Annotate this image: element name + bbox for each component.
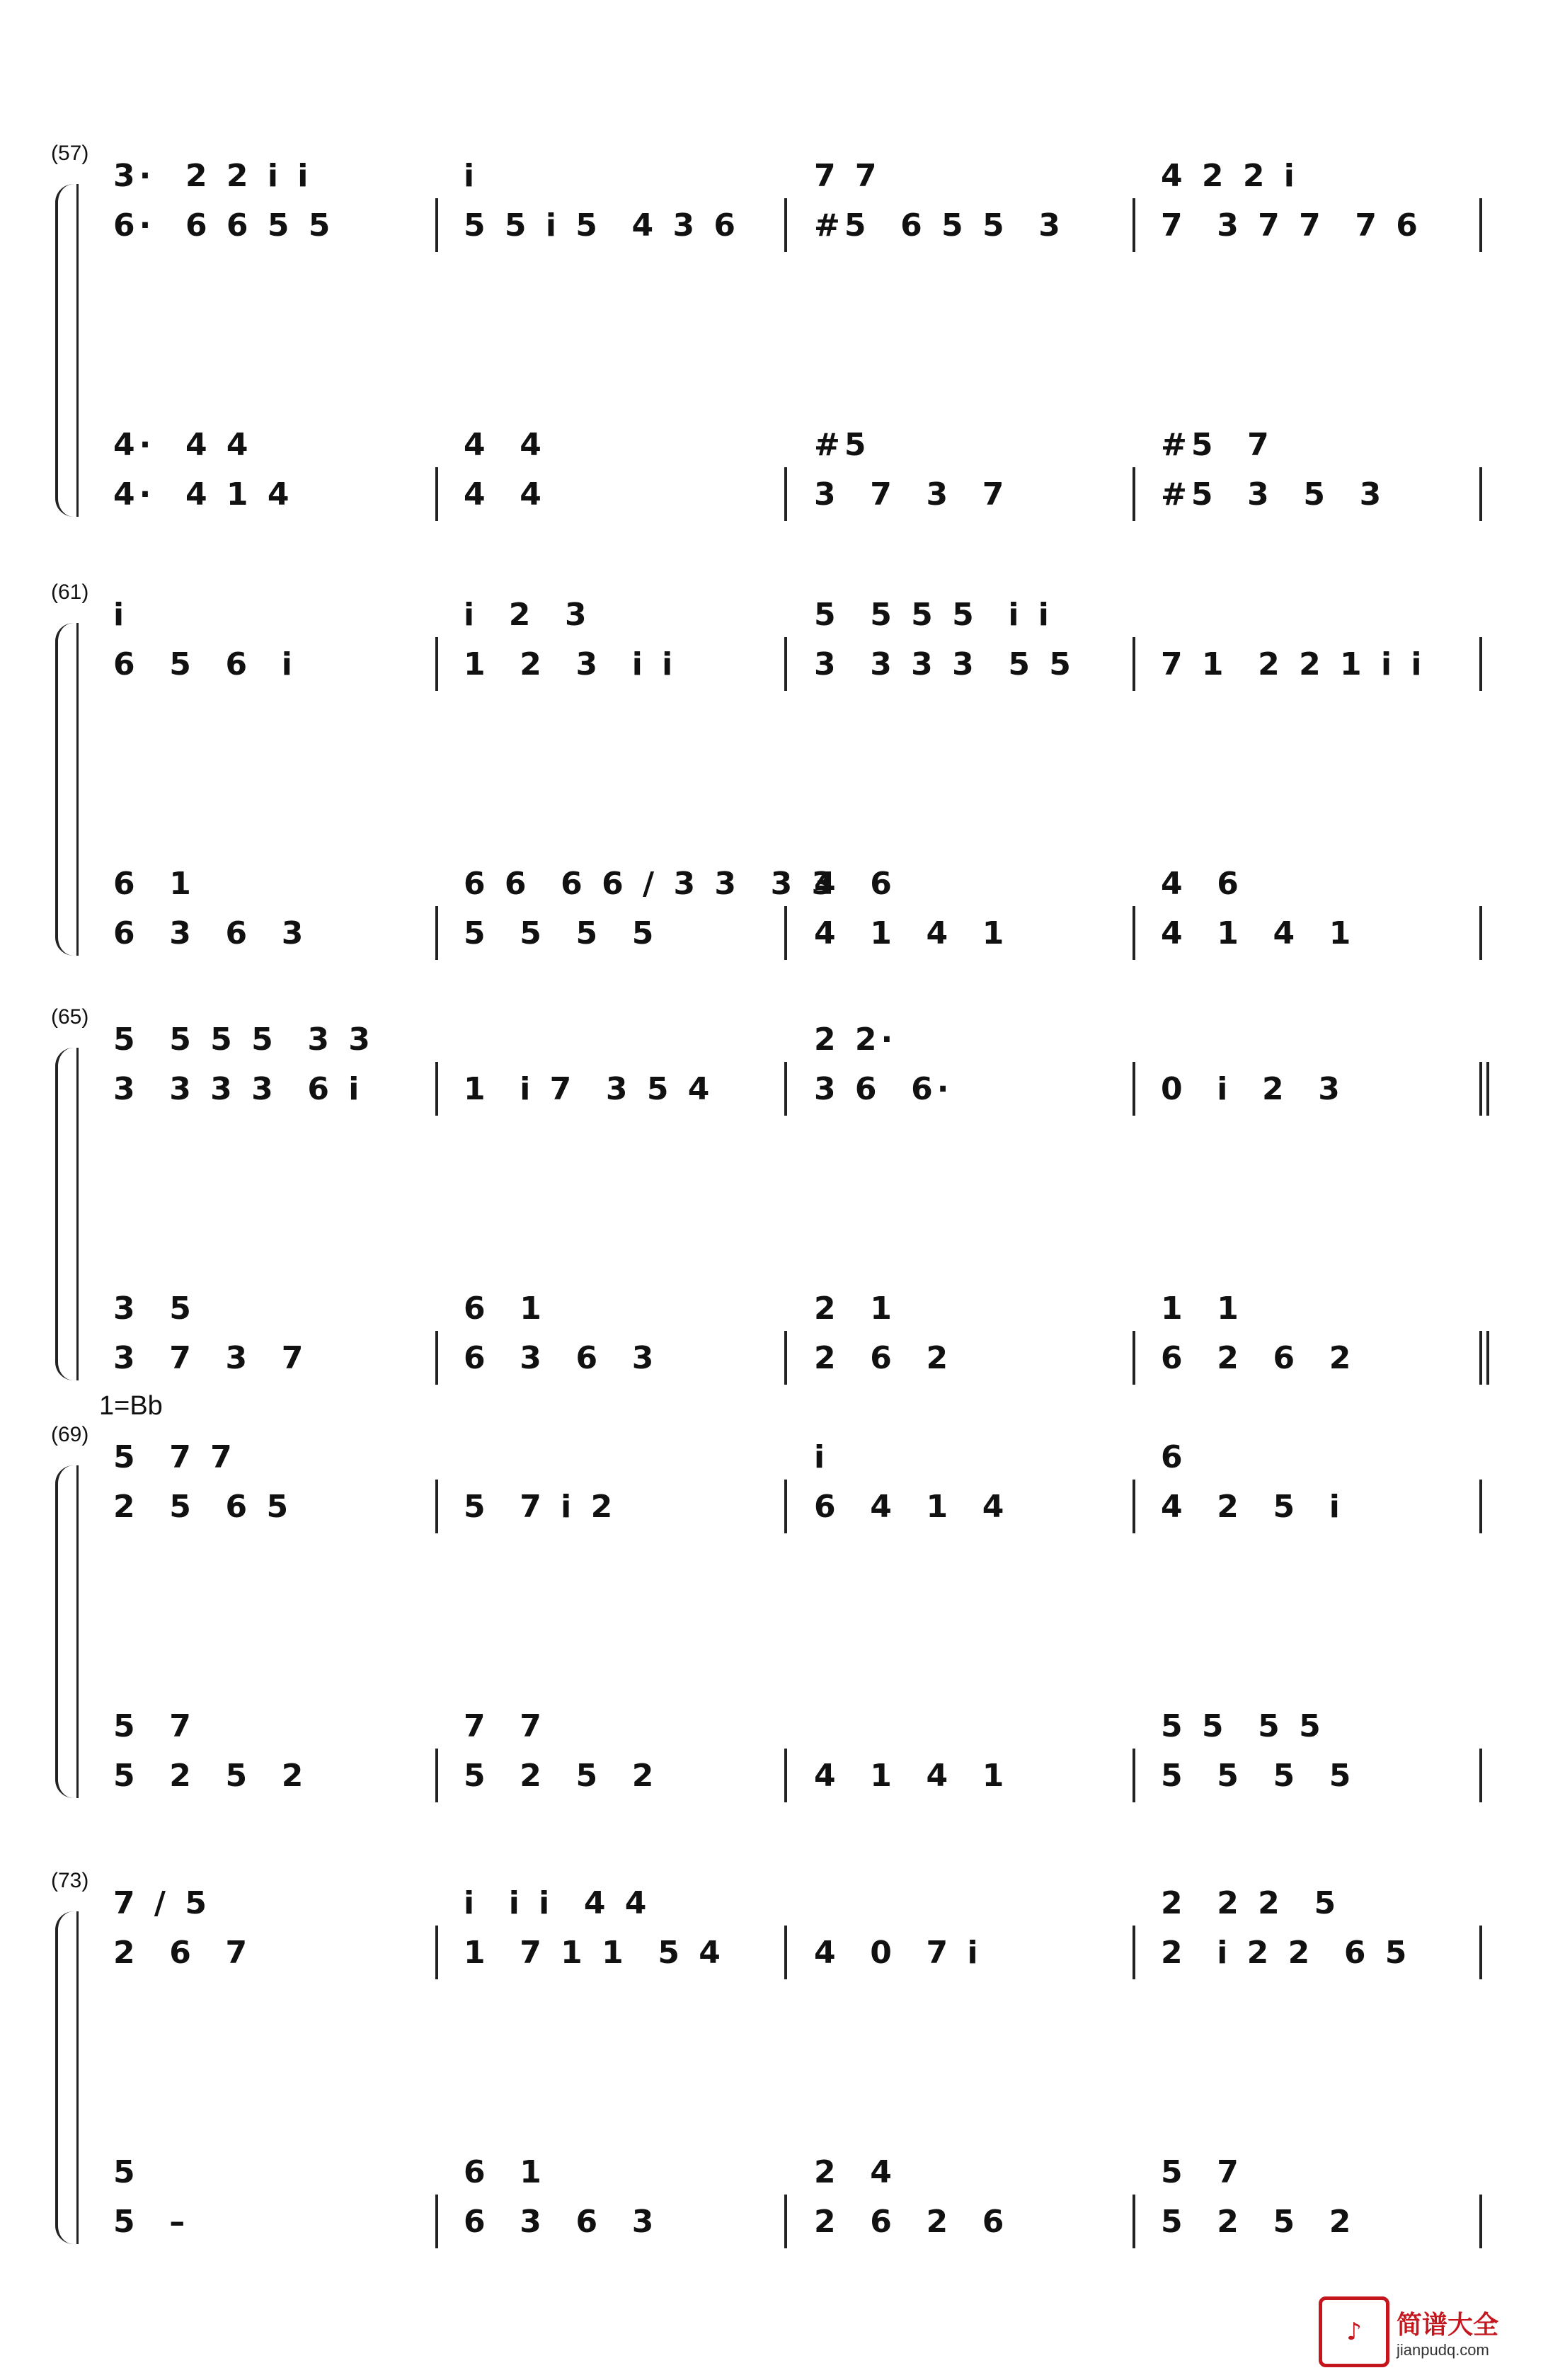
- measure-notes: 3 5: [113, 1290, 195, 1327]
- measure-notes: 0 i 2 3: [1161, 1070, 1344, 1107]
- measure-notes: 4 6: [1161, 865, 1243, 902]
- row-upper: [0, 1019, 1548, 1059]
- measure-notes: 6 5 6 i: [113, 646, 297, 682]
- barline: [435, 1749, 438, 1802]
- measure-notes: 4 1 4 1: [814, 915, 1009, 951]
- measure-number: (73): [51, 1869, 89, 1892]
- row-upper-main: [0, 644, 1548, 684]
- measure-notes: 6 2 6 2: [1161, 1339, 1355, 1376]
- measure-notes: 3 7 3 7: [113, 1339, 308, 1376]
- row-upper-main: [0, 1069, 1548, 1109]
- measure-notes: 5 7 i 2: [464, 1488, 617, 1525]
- measure-notes: 6 3 6 3: [464, 2203, 658, 2240]
- measure-notes: 4 2 2 i: [1161, 157, 1299, 194]
- measure-notes: 2 1: [814, 1290, 896, 1327]
- barline: [1479, 1480, 1482, 1533]
- row-lower-top: [0, 1706, 1548, 1746]
- row-upper-main: [0, 1487, 1548, 1526]
- barline: [1133, 1062, 1135, 1116]
- measure-notes: 4 1 4 1: [814, 1757, 1009, 1794]
- row-lower-main: [0, 2202, 1548, 2241]
- measure-notes: 7 / 5: [113, 1884, 211, 1921]
- measure-notes: 5 2 5 2: [464, 1757, 658, 1794]
- barline: [784, 1926, 787, 1979]
- measure-notes: 4 4: [464, 476, 546, 513]
- measure-notes: 5 7: [1161, 2153, 1243, 2190]
- measure-notes: 2 6 2: [814, 1339, 953, 1376]
- row-lower-top: [0, 1288, 1548, 1328]
- barline: [435, 2195, 438, 2248]
- measure-notes: 5: [113, 2153, 139, 2190]
- barline: [435, 1062, 438, 1116]
- measure-notes: 5 5 5 5 3 3: [113, 1021, 374, 1058]
- row-lower-main: [0, 1338, 1548, 1378]
- measure-notes: 6 6 6 6 / 3 3 3 3: [464, 865, 838, 902]
- barline: [784, 1480, 787, 1533]
- barline: [435, 1480, 438, 1533]
- measure-notes: 5 7 7: [113, 1438, 236, 1475]
- barline: [435, 1926, 438, 1979]
- barline: [435, 1331, 438, 1385]
- barline: [784, 906, 787, 960]
- measure-notes: 1 7 1 1 5 4: [464, 1934, 725, 1971]
- measure-notes: 4 0 7 i: [814, 1934, 982, 1971]
- barline: [1133, 467, 1135, 521]
- barline: [784, 1062, 787, 1116]
- measure-notes: 7 3 7 7 7 6: [1161, 207, 1422, 244]
- barline: [1133, 637, 1135, 691]
- watermark: [1319, 2298, 1531, 2366]
- barline: [1133, 2195, 1135, 2248]
- row-lower-top: [0, 425, 1548, 464]
- measure-notes: i: [464, 157, 479, 194]
- barline: [1479, 1749, 1482, 1802]
- barline: [435, 467, 438, 521]
- measure-notes: 1 1: [1161, 1290, 1243, 1327]
- measure-number: (61): [51, 580, 89, 604]
- row-lower-top: [0, 864, 1548, 903]
- measure-notes: 2 6 7: [113, 1934, 252, 1971]
- barline: [1479, 198, 1482, 252]
- double-barline: [1479, 1331, 1489, 1385]
- measure-notes: i i i 4 4: [464, 1884, 651, 1921]
- measure-notes: 4· 4 4: [113, 426, 253, 463]
- measure-number: (69): [51, 1423, 89, 1446]
- barline: [1479, 906, 1482, 960]
- measure-notes: 4· 4 1 4: [113, 476, 294, 513]
- measure-notes: 5 5 5 5: [1161, 1707, 1325, 1744]
- barline: [1479, 467, 1482, 521]
- barline: [784, 467, 787, 521]
- measure-notes: 5 5 5 5: [464, 915, 658, 951]
- measure-notes: 4 2 5 i: [1161, 1488, 1344, 1525]
- measure-notes: 3 7 3 7: [814, 476, 1009, 513]
- measure-notes: 6 3 6 3: [113, 915, 308, 951]
- measure-number: (65): [51, 1005, 89, 1029]
- measure-notes: 5 2 5 2: [113, 1757, 308, 1794]
- measure-notes: #5 3 5 3: [1161, 476, 1386, 513]
- barline: [435, 198, 438, 252]
- measure-notes: 5 –: [113, 2203, 190, 2240]
- row-lower-top: [0, 2152, 1548, 2192]
- logo-icon: ♪: [1319, 2296, 1389, 2367]
- measure-notes: i: [113, 596, 129, 633]
- barline: [435, 906, 438, 960]
- measure-notes: 1 2 3 i i: [464, 646, 677, 682]
- measure-notes: 2 4: [814, 2153, 896, 2190]
- measure-notes: 7 7: [814, 157, 881, 194]
- measure-notes: 6 4 1 4: [814, 1488, 1009, 1525]
- barline: [784, 2195, 787, 2248]
- barline: [784, 1331, 787, 1385]
- measure-notes: #5: [814, 426, 871, 463]
- measure-notes: 6· 6 6 5 5: [113, 207, 335, 244]
- measure-notes: 1 i 7 3 5 4: [464, 1070, 714, 1107]
- row-upper: [0, 1437, 1548, 1477]
- measure-number: (57): [51, 142, 89, 165]
- measure-notes: 7 7: [464, 1707, 546, 1744]
- measure-notes: 6: [1161, 1438, 1187, 1475]
- barline: [1133, 1331, 1135, 1385]
- measure-notes: 5 5 5 5 i i: [814, 596, 1053, 633]
- barline: [1133, 1926, 1135, 1979]
- barline: [1133, 906, 1135, 960]
- row-upper-main: [0, 1933, 1548, 1972]
- watermark-url: jianpudq.com: [1397, 2340, 1489, 2359]
- barline: [784, 637, 787, 691]
- barline: [1479, 637, 1482, 691]
- key-signature: 1=Bb: [99, 1391, 163, 1421]
- barline: [1133, 1749, 1135, 1802]
- row-lower-main: [0, 1756, 1548, 1795]
- measure-notes: 6 1: [464, 1290, 546, 1327]
- measure-notes: #5 7: [1161, 426, 1273, 463]
- measure-notes: 6 1: [113, 865, 195, 902]
- measure-notes: 5 7: [113, 1707, 195, 1744]
- watermark-brand: 简谱大全: [1397, 2310, 1499, 2340]
- row-lower-main: [0, 474, 1548, 514]
- barline: [435, 637, 438, 691]
- measure-notes: 3 3 3 3 6 i: [113, 1070, 364, 1107]
- measure-notes: #5 6 5 5 3: [814, 207, 1065, 244]
- measure-notes: 2 6 2 6: [814, 2203, 1009, 2240]
- measure-notes: 3 3 3 3 5 5: [814, 646, 1075, 682]
- measure-notes: 2 i 2 2 6 5: [1161, 1934, 1411, 1971]
- measure-notes: 4 1 4 1: [1161, 915, 1355, 951]
- barline: [1479, 2195, 1482, 2248]
- measure-notes: 6 3 6 3: [464, 1339, 658, 1376]
- measure-notes: 4 4: [464, 426, 546, 463]
- barline: [1479, 1926, 1482, 1979]
- measure-notes: 5 5 5 5: [1161, 1757, 1355, 1794]
- double-barline: [1479, 1062, 1489, 1116]
- measure-notes: 7 1 2 2 1 i i: [1161, 646, 1426, 682]
- row-upper: [0, 1883, 1548, 1923]
- barline: [1133, 198, 1135, 252]
- measure-notes: 3· 2 2 i i: [113, 157, 313, 194]
- measure-notes: 5 5 i 5 4 3 6: [464, 207, 740, 244]
- measure-notes: 3 6 6·: [814, 1070, 953, 1107]
- measure-notes: 2 2·: [814, 1021, 898, 1058]
- measure-notes: i: [814, 1438, 830, 1475]
- row-upper: [0, 595, 1548, 634]
- measure-notes: 2 2 2 5: [1161, 1884, 1341, 1921]
- row-lower-main: [0, 913, 1548, 953]
- measure-notes: 4 6: [814, 865, 896, 902]
- measure-notes: 5 2 5 2: [1161, 2203, 1355, 2240]
- barline: [1133, 1480, 1135, 1533]
- barline: [784, 1749, 787, 1802]
- measure-notes: 2 5 6 5: [113, 1488, 293, 1525]
- row-upper-main: [0, 205, 1548, 245]
- barline: [784, 198, 787, 252]
- measure-notes: 6 1: [464, 2153, 546, 2190]
- row-upper: [0, 156, 1548, 195]
- measure-notes: i 2 3: [464, 596, 591, 633]
